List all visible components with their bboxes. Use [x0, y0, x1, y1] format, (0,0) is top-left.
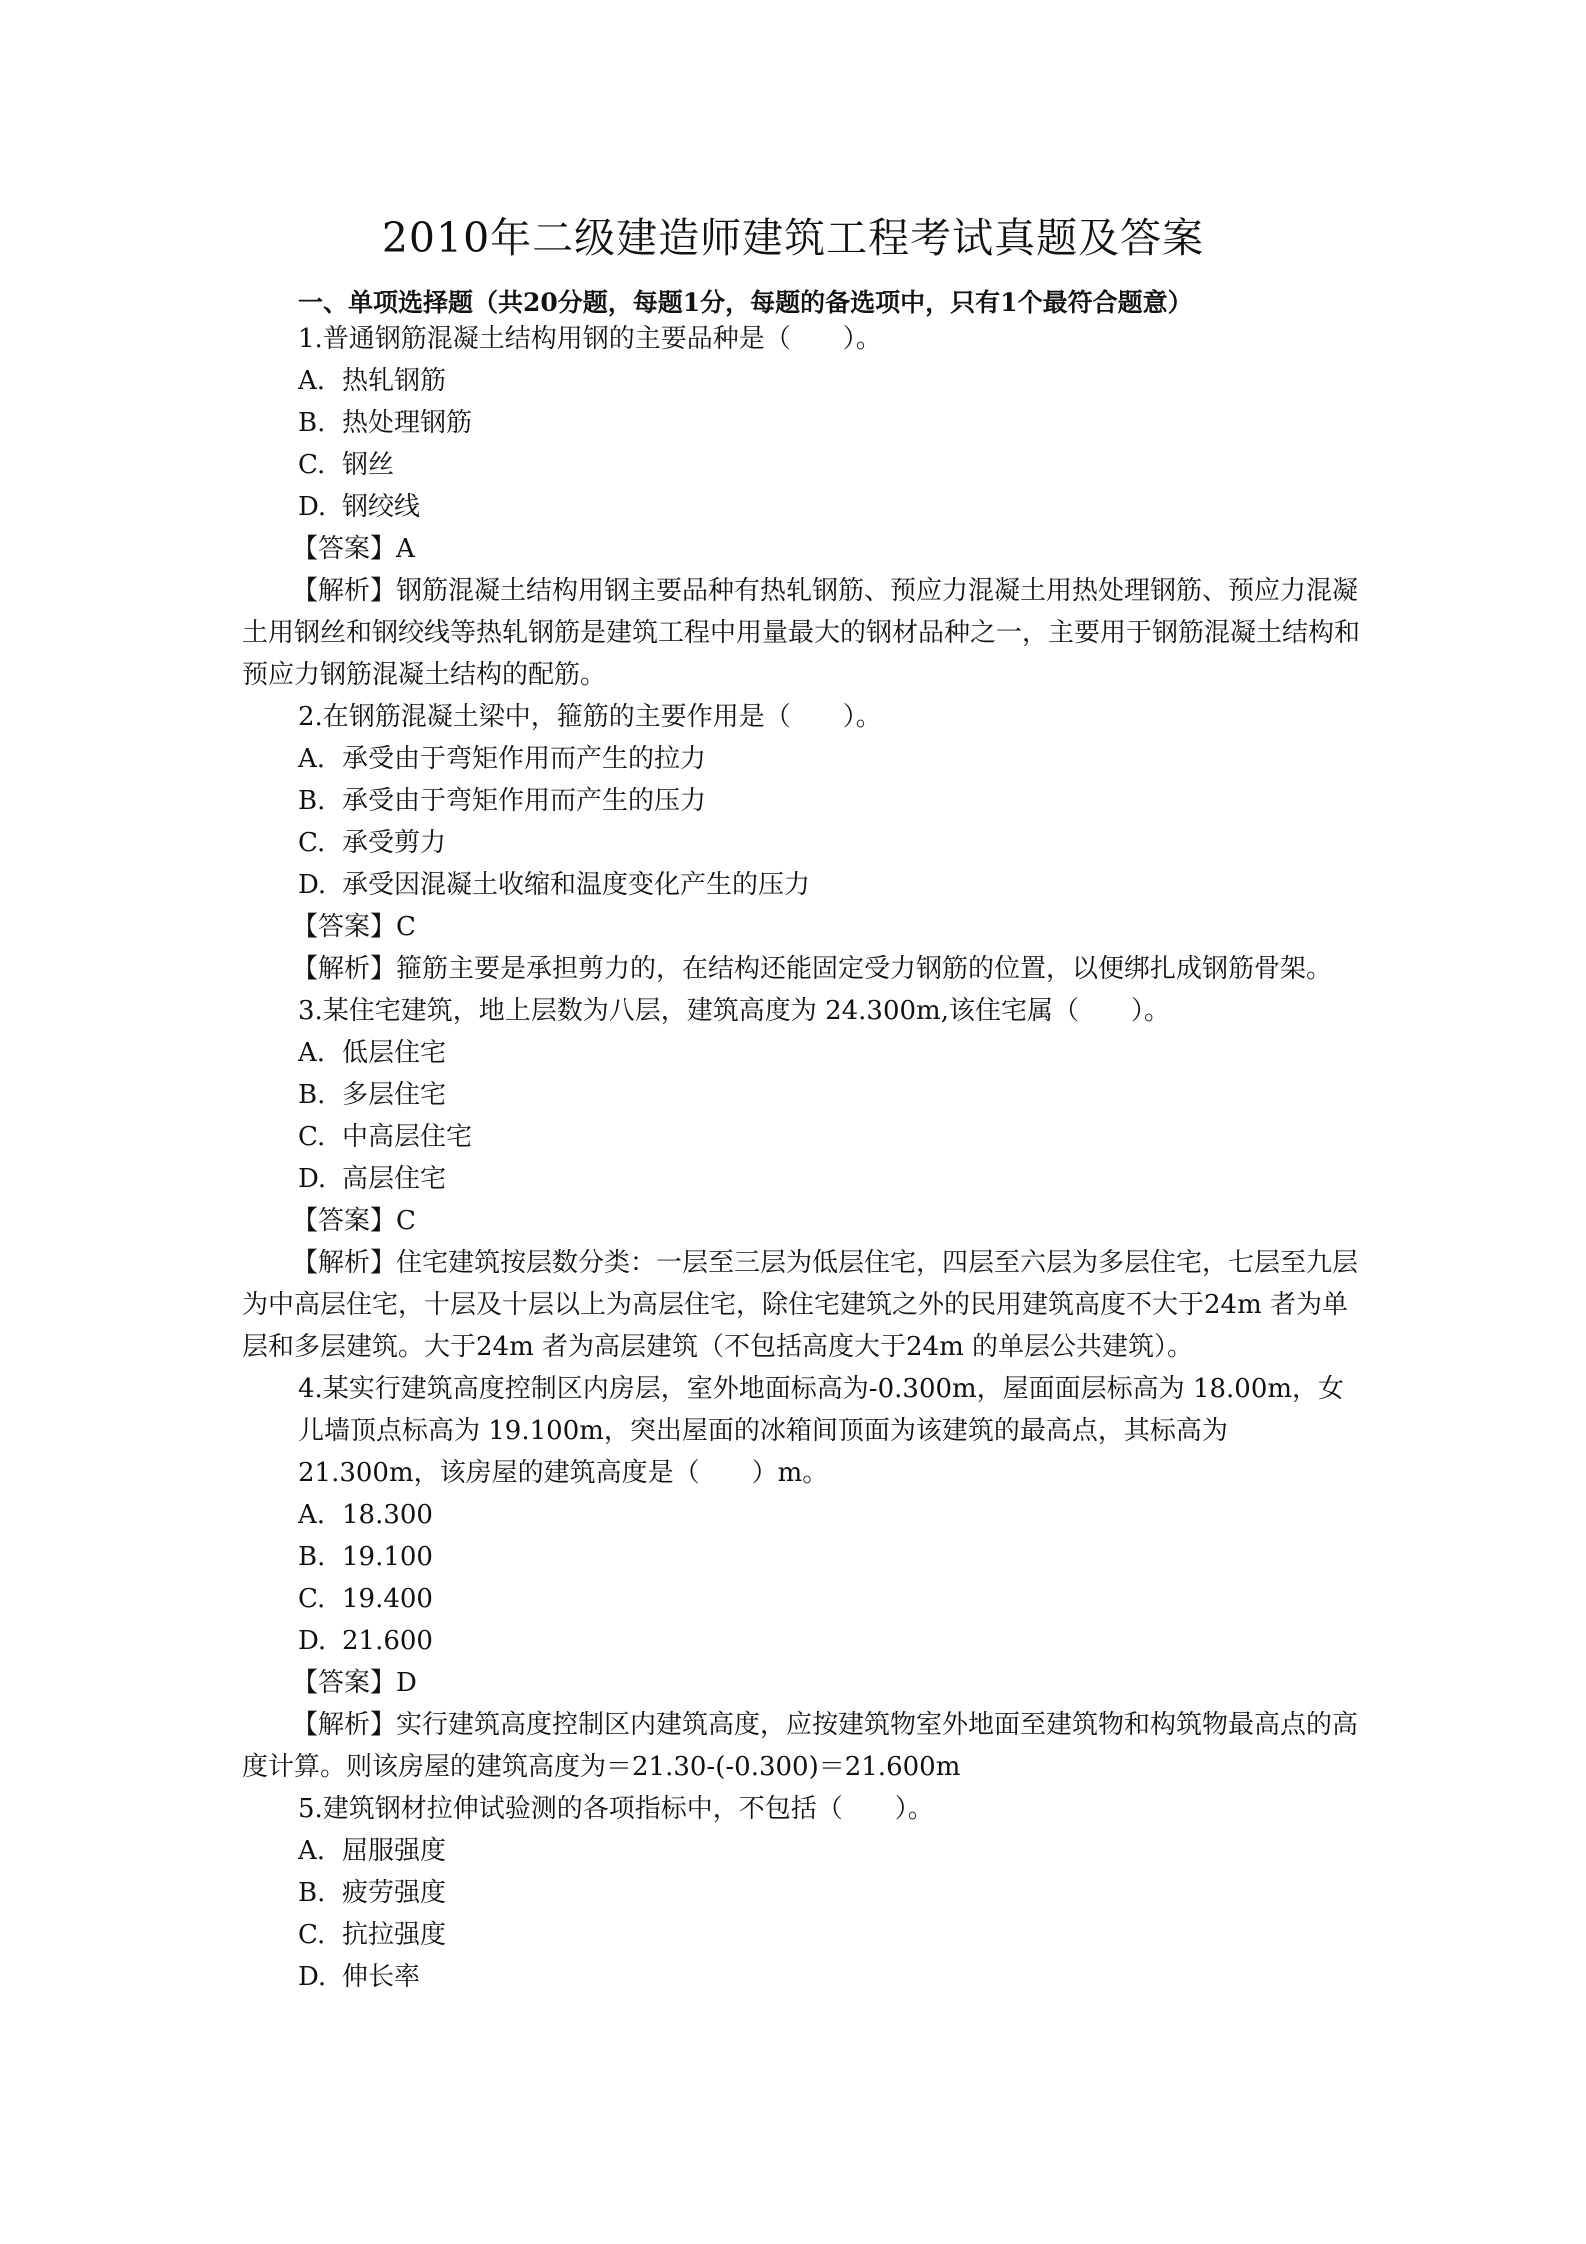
question-stem: 1.普通钢筋混凝土结构用钢的主要品种是（ ）。 [298, 324, 882, 354]
option-text: 承受由于弯矩作用而产生的拉力 [342, 744, 707, 774]
option-text: 钢绞线 [342, 492, 421, 522]
option-text: 屈服强度 [342, 1836, 447, 1866]
option-letter: C. [298, 1584, 326, 1614]
option-letter: B. [298, 1080, 326, 1110]
answer-option [242, 1494, 1360, 1536]
answer-line: 【答案】A [292, 534, 415, 564]
answer-line: 【答案】C [292, 1206, 416, 1236]
option-letter: C. [298, 828, 326, 858]
option-letter: A. [298, 366, 326, 396]
question-stem: 5.建筑钢材拉伸试验测的各项指标中，不包括（ ）。 [298, 1794, 934, 1824]
option-text: 热轧钢筋 [342, 366, 447, 396]
answer-option [242, 1956, 1360, 1998]
explanation-paragraph: 【解析】箍筋主要是承担剪力的，在结构还能固定受力钢筋的位置，以便绑扎成钢筋骨架。 [292, 954, 1333, 984]
explanation-paragraph: 【解析】钢筋混凝土结构用钢主要品种有热轧钢筋、预应力混凝土用热处理钢筋、预应力混凝土用钢丝和钢绞线等热轧钢筋是建筑工程中用量最大的钢材品种之一，主要用于钢筋混凝土结构和预应力钢筋混凝土结构的配筋。 [242, 576, 1361, 690]
option-letter: D. [298, 1164, 327, 1194]
option-text: 19.400 [342, 1584, 433, 1614]
option-text: 19.100 [342, 1542, 433, 1572]
answer-option [242, 402, 1360, 444]
answer-line: 【答案】D [292, 1668, 417, 1698]
answer-option [242, 864, 1360, 906]
answer-option [242, 1830, 1360, 1872]
answer-option [242, 1914, 1360, 1956]
answer-option [242, 738, 1360, 780]
option-text: 多层住宅 [342, 1080, 447, 1110]
option-text: 21.600 [342, 1626, 433, 1656]
answer-option [242, 1074, 1360, 1116]
option-letter: D. [298, 1962, 327, 1992]
option-text: 低层住宅 [342, 1038, 447, 1068]
answer-option [242, 1578, 1360, 1620]
option-letter: C. [298, 1122, 326, 1152]
option-text: 承受剪力 [342, 828, 447, 858]
option-text: 热处理钢筋 [342, 408, 473, 438]
option-letter: B. [298, 408, 326, 438]
option-letter: B. [298, 786, 326, 816]
answer-option [242, 1032, 1360, 1074]
option-text: 伸长率 [342, 1962, 421, 1992]
question-stem: 4.某实行建筑高度控制区内房层，室外地面标高为-0.300m，屋面面层标高为 18.00m，女儿墙顶点标高为 19.100m，突出屋面的冰箱间顶面为该建筑的最高点，其标高为 21.300m，该房屋的建筑高度是（ ）m。 [298, 1374, 1345, 1488]
answer-option [242, 1116, 1360, 1158]
answer-option [242, 780, 1360, 822]
option-letter: C. [298, 450, 326, 480]
option-letter: D. [298, 870, 327, 900]
option-letter: D. [298, 1626, 327, 1656]
explanation-paragraph: 【解析】住宅建筑按层数分类：一层至三层为低层住宅，四层至六层为多层住宅，七层至九层为中高层住宅，十层及十层以上为高层住宅，除住宅建筑之外的民用建筑高度不大于24m 者为单层和多层建筑。大于24m 者为高层建筑（不包括高度大于24m 的单层公共建筑）。 [242, 1248, 1359, 1362]
option-text: 18.300 [342, 1500, 433, 1530]
answer-option [242, 1620, 1360, 1662]
answer-option [242, 1536, 1360, 1578]
option-letter: A. [298, 744, 326, 774]
section-heading: 一、单项选择题（共20分题，每题1分，每题的备选项中，只有1个最符合题意） [298, 288, 1193, 317]
question-stem: 3.某住宅建筑，地上层数为八层，建筑高度为 24.300m,该住宅属（ ）。 [298, 996, 1170, 1026]
option-letter: A. [298, 1836, 326, 1866]
option-text: 高层住宅 [342, 1164, 447, 1194]
answer-option [242, 486, 1360, 528]
question-stem: 2.在钢筋混凝土梁中，箍筋的主要作用是（ ）。 [298, 702, 882, 732]
option-text: 钢丝 [342, 450, 395, 480]
answer-option [242, 822, 1360, 864]
option-text: 抗拉强度 [342, 1920, 447, 1950]
option-letter: B. [298, 1878, 326, 1908]
option-letter: A. [298, 1500, 326, 1530]
option-letter: C. [298, 1920, 326, 1950]
option-text: 承受因混凝土收缩和温度变化产生的压力 [342, 870, 811, 900]
answer-option [242, 1158, 1360, 1200]
answer-option [242, 360, 1360, 402]
answer-option [242, 444, 1360, 486]
explanation-paragraph: 【解析】实行建筑高度控制区内建筑高度，应按建筑物室外地面至建筑物和构筑物最高点的高度计算。则该房屋的建筑高度为＝21.30-(-0.300)＝21.600m [242, 1710, 1359, 1782]
option-letter: B. [298, 1542, 326, 1572]
option-text: 疲劳强度 [342, 1878, 447, 1908]
document-title: 2010年二级建造师建筑工程考试真题及答案 [381, 214, 1205, 262]
option-letter: D. [298, 492, 327, 522]
option-letter: A. [298, 1038, 326, 1068]
question-list [242, 318, 1360, 1998]
option-text: 中高层住宅 [342, 1122, 473, 1152]
answer-option [242, 1872, 1360, 1914]
option-text: 承受由于弯矩作用而产生的压力 [342, 786, 707, 816]
answer-line: 【答案】C [292, 912, 416, 942]
